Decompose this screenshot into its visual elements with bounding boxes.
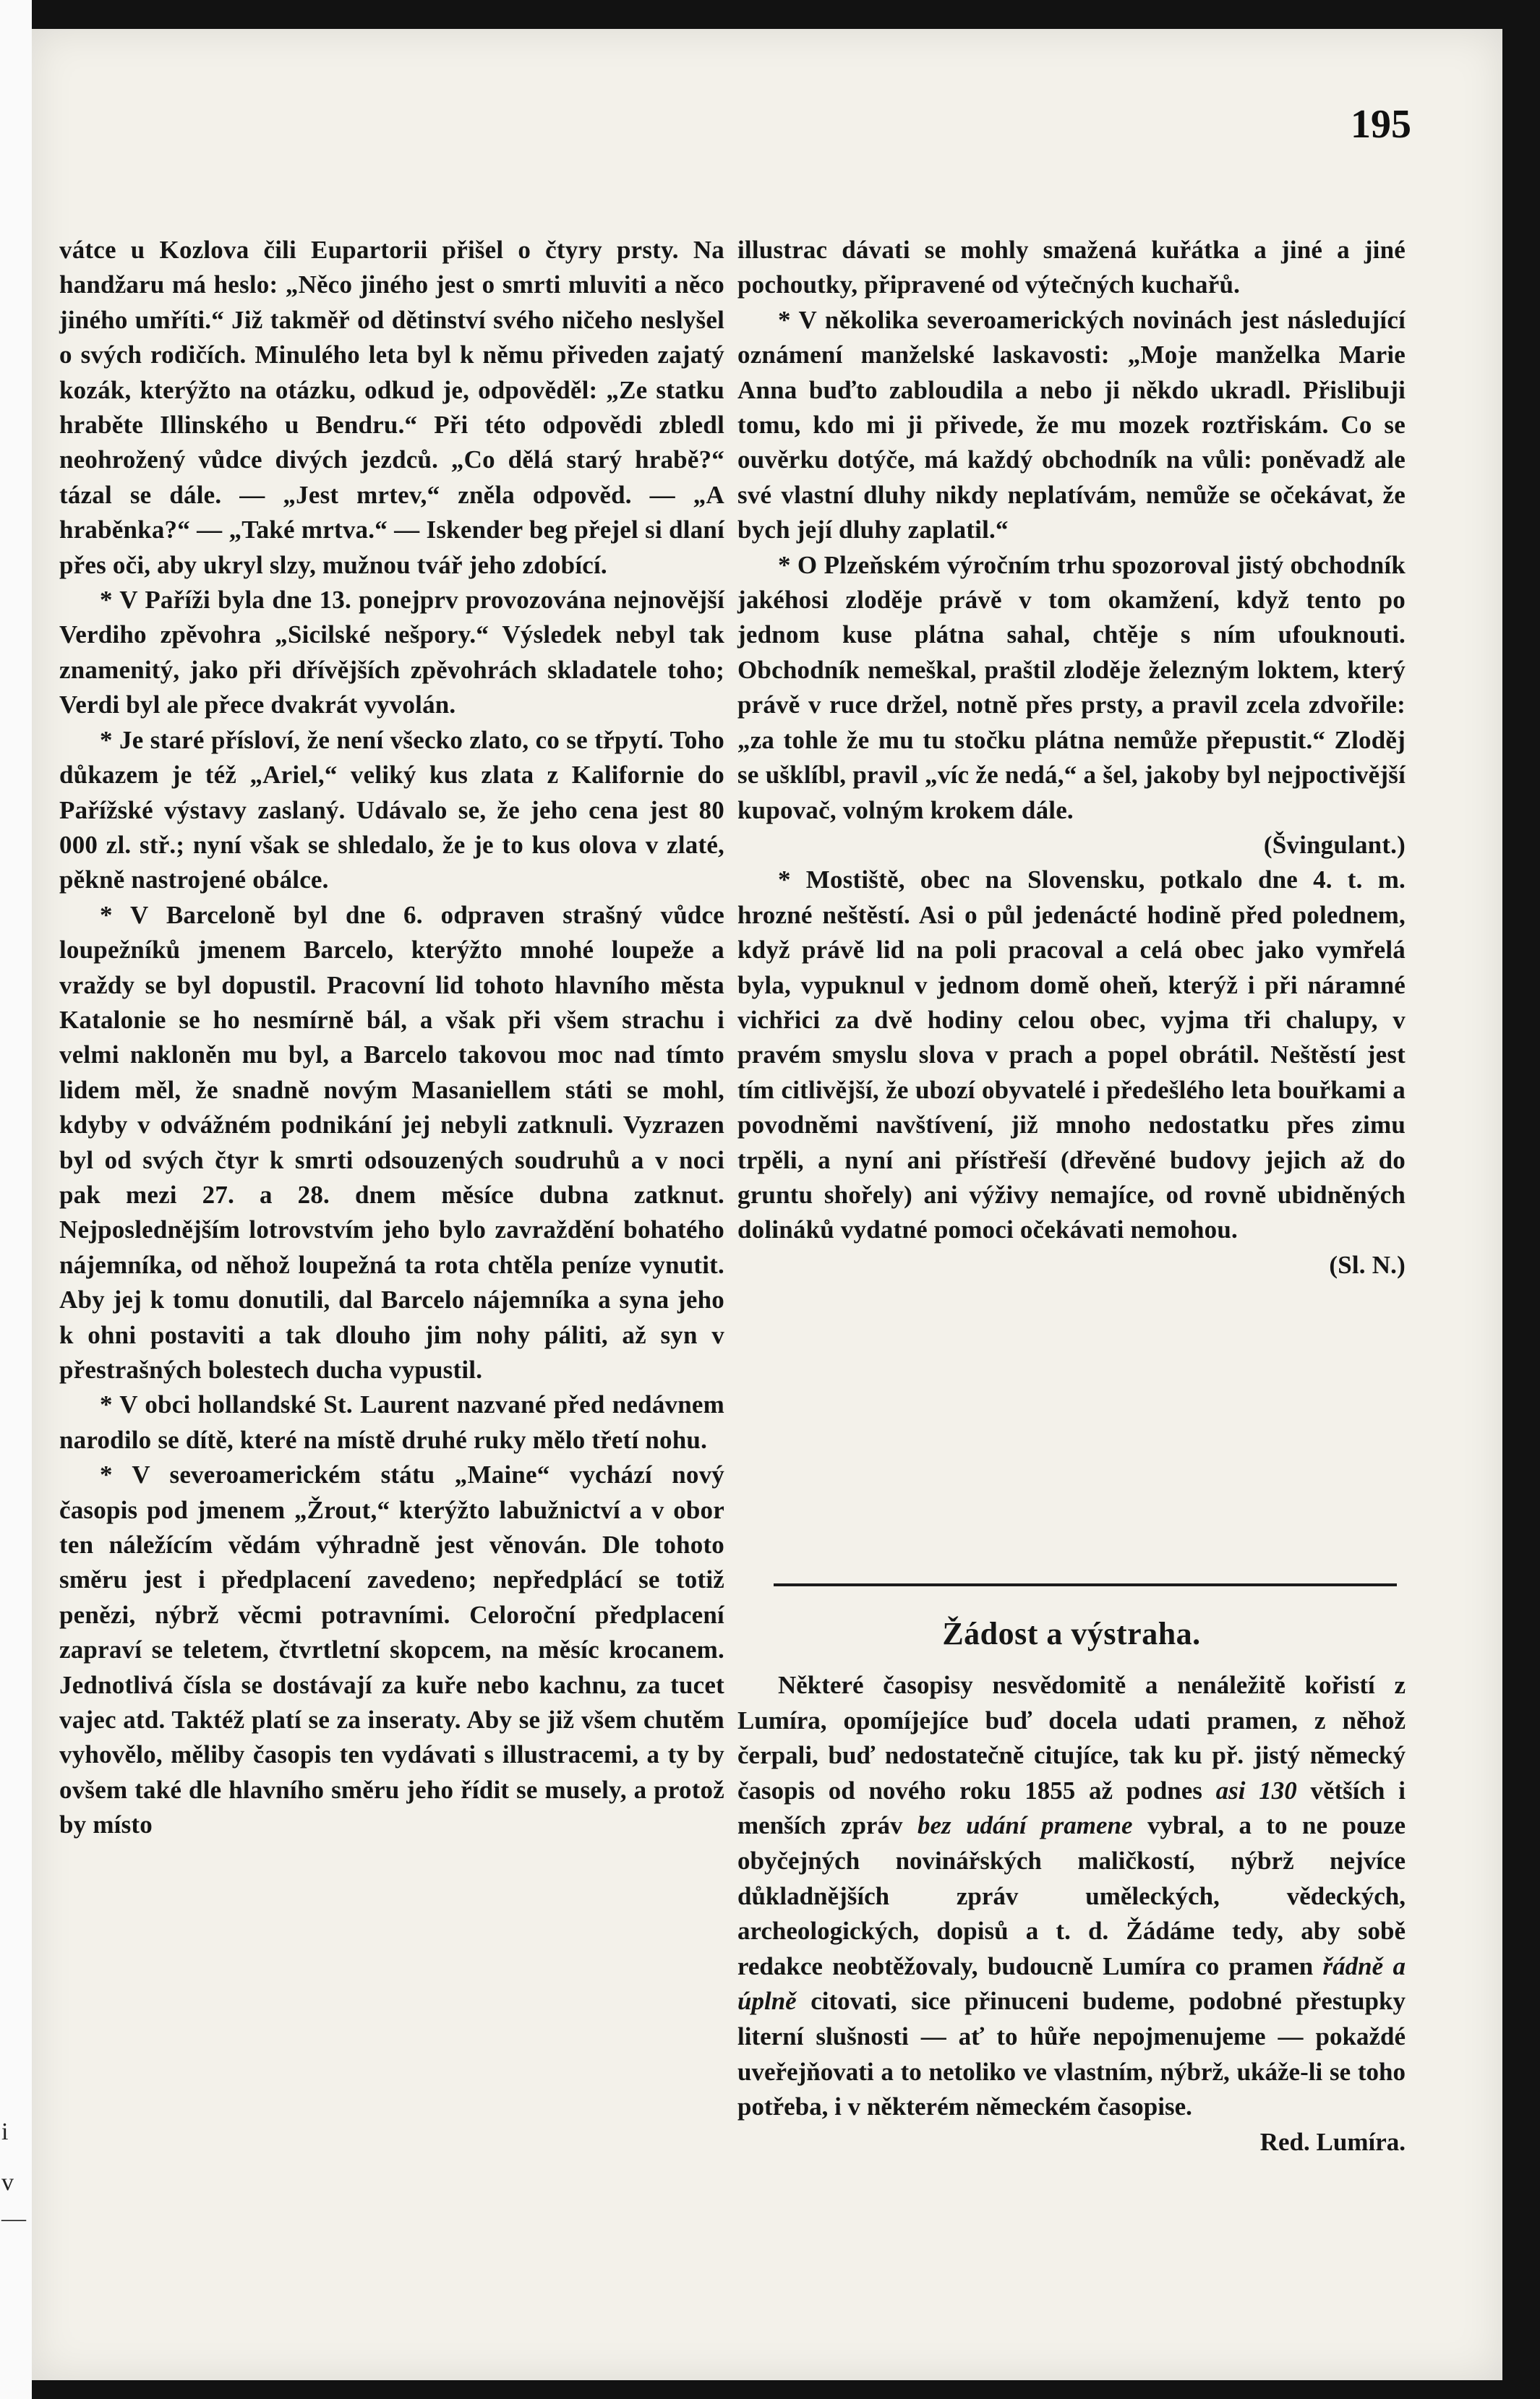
edge-char: i xyxy=(1,2118,9,2145)
notice-text: větších i menších zpráv xyxy=(737,1776,1406,1840)
notice-emphasis: řádně a úplně xyxy=(737,1951,1406,2016)
notice-paragraph xyxy=(737,1668,1406,2125)
paragraph: * Mostiště, obec na Slovensku, potkalo dne 4. t. m. hrozné neštěstí. Asi o půl jedenácté hodině před polednem, když právě lid na poli pracoval a celá obec jako vymřelá byla, vypuknul v jednom domě oheň, kterýž i při náramné vichřici za dvě hodiny celou obec, vyjma tři chalupy, v pravém smyslu slova v prach a popel obrátil. Neštěstí jest tím citlivější, že ubozí obyvatelé i předešlého leta bouřkami a povodněmi navštívení, již mnoho nedostatku přes zimu trpěli, a nyní ani přístřeší (dřevěné budovy jejich až do gruntu shořely) ani výživy nemajíce, od rovně ubidněných dolináků vydatné pomoci očekávati nemohou. xyxy=(737,865,1406,1244)
paragraph: * V Paříži byla dne 13. ponejprv provozována nejnovější Verdiho zpěvohra „Sicilské nešpory.“ Výsledek nebyl tak znamenitý, jako při dřívějších zpěvohrách skladatele toho; Verdi byl ale přece dvakrát vyvolán. xyxy=(59,586,724,719)
notice-emphasis: asi 130 xyxy=(1215,1776,1297,1805)
paragraph: * V několika severoamerických novinách jest následující oznámení manželské laskavosti: „Moje manželka Marie Anna buďto zabloudila a nebo ji někdo ukradl. Přislibuji tomu, kdo mi ji přivede, že mu mozek roztřiskám. Co se ouvěrku dotýče, má každý obchodník na vůli: poněvadž ale své vlastní dluhy nikdy neplatívám, nemůže se očekávat, že bych její dluhy zaplatil.“ xyxy=(737,305,1406,544)
notice-section xyxy=(737,1583,1406,2160)
notice-heading: Žádost a výstraha. xyxy=(942,1616,1201,1651)
page-number: 195 xyxy=(1351,102,1411,147)
right-column xyxy=(737,233,1406,1283)
notice-signature: Red. Lumíra. xyxy=(1259,2127,1406,2156)
notice-emphasis: bez udání pramene xyxy=(917,1811,1133,1840)
edge-char: — xyxy=(1,2205,26,2232)
notice-body xyxy=(737,1668,1406,2160)
paragraph: * V severoamerickém státu „Maine“ vychází nový časopis pod jmenem „Žrout,“ kterýžto labužnictví a v obor ten náležícím vědám výhradně jest věnován. Dle tohoto směru jest i předplacení zavedeno; nepředplácí se totiž penězi, nýbrž věcmi potravními. Celoroční předplacení zapraví se teletem, čtvrtletní skopcem, na měsíc krocanem. Jednotlivá čísla se dostávají za kuře nebo kachnu, za tucet vajec atd. Taktéž platí se za inseraty. Aby se již všem chutěm vyhovělo, měliby časopis ten vydávati s illustracemi, a ty by ovšem také dle hlavního směru jeho řídit se musely, a protož by místo xyxy=(59,1461,724,1839)
signature: (Sl. N.) xyxy=(1329,1250,1406,1279)
notice-text: vybral, a to ne pouze obyčejných novinářských maličkostí, nýbrž nejvíce důkladnějších zpráv uměleckých, vědeckých, archeologických, dopisů a t. d. Žádáme tedy, aby sobě redakce neobtěžovaly, budoucně Lumíra co pramen xyxy=(737,1811,1406,1980)
paragraph: * O Plzeňském výročním trhu spozoroval jistý obchodník jakéhosi zloděje právě v tom okamžení, když tento po jednom kuse plátna sahal, chtěje s ním ufouknouti. Obchodník nemeškal, praštil zloděje železným loktem, který právě v ruce držel, notně přes prsty, a pravil zcela zdvořile: „za tohle že mu tu stočku plátna nemůže přepustit.“ Zloděj se ušklíbl, pravil „víc že nedá,“ a šel, jakoby byl nejpoctivější kupovač, volným krokem dále. xyxy=(737,550,1406,824)
edge-char: v xyxy=(1,2169,14,2196)
paragraph: vátce u Kozlova čili Eupartorii přišel o čtyry prsty. Na handžaru má heslo: „Něco jiného jest o smrti mluviti a něco jiného umříti.“ Již takměř od dětinství svého ničeho neslyšel o svých rodičích. Minulého leta byl k němu přiveden zajatý kozák, kterýžto na otázku, odkud je, odpověděl: „Ze statku hraběte Illinského u Bendru.“ Při této odpovědi zbledl neohrožený vůdce divých jezdců. „Co dělá starý hrabě?“ tázal se dále. — „Jest mrtev,“ zněla odpověd. — „A hraběnka?“ — „Také mrtva.“ — Iskender beg přejel si dlaní přes oči, aby ukryl slzy, mužnou tvář jeho zdobící. xyxy=(59,236,724,579)
notice-text: citovati, sice přinuceni budeme, podobné přestupky literní slušnosti — ať to hůře nepojmenujeme — pokaždé uveřejňovati a to netoliko ve vlastním, nýbrž, ukáže-li se toho potřeba, i v některém německém časopise. xyxy=(737,1987,1406,2121)
paragraph: * V Barceloně byl dne 6. odpraven strašný vůdce loupežníků jmenem Barcelo, kterýžto mnohé loupeže a vraždy se byl dopustil. Pracovní lid tohoto hlavního města Katalonie se ho nesmírně bál, a však při všem strachu i velmi nakloněn mu byl, a Barcelo takovou moc nad tímto lidem měl, že snadně novým Masaniellem státi se mohl, kdyby v odvážném podnikání jej nebyli zatknuli. Vyzrazen byl od svých čtyr k smrti odsouzených soudruhů a v noci pak mezi 27. a 28. dnem měsíce dubna zatknut. Nejposlednějším lotrovstvím jeho bylo zavraždění bohatého nájemníka, od něhož loupežná ta rota chtěla peníze vynutit. Aby jej k tomu donutili, dal Barcelo nájemníka a syna jeho k ohni postaviti a tak dlouho jim nohy páliti, až syn v přestrašných bolestech ducha vypustil. xyxy=(59,900,724,1384)
left-column xyxy=(59,233,724,1843)
notice-text: Některé časopisy nesvědomitě a nenáležitě kořistí z Lumíra, opomíjejíce buď docela udati pramen, z něhož čerpali, buď nedostatečně citujíce, tak ku př. jistý německý časopis od nového roku 1855 až podnes xyxy=(737,1671,1406,1805)
paragraph: illustrac dávati se mohly smažená kuřátka a jiné a jiné pochoutky, připravené od výtečných kuchařů. xyxy=(737,236,1406,299)
paragraph: * Je staré přísloví, že není všecko zlato, co se třpytí. Toho důkazem je též „Ariel,“ veliký kus zlata z Kalifornie do Pařížské výstavy zaslaný. Udávalo se, že jeho cena jest 80 000 zl. stř.; nyní však se shledalo, že je to kus olova v zlaté, pěkně nastrojené obálce. xyxy=(59,725,724,894)
section-divider xyxy=(774,1583,1397,1586)
signature: (Švingulant.) xyxy=(1263,830,1406,859)
paragraph: * V obci hollandské St. Laurent nazvané před nedávnem narodilo se dítě, které na místě druhé ruky mělo třetí nohu. xyxy=(59,1390,724,1454)
left-page-strip xyxy=(0,0,32,2399)
